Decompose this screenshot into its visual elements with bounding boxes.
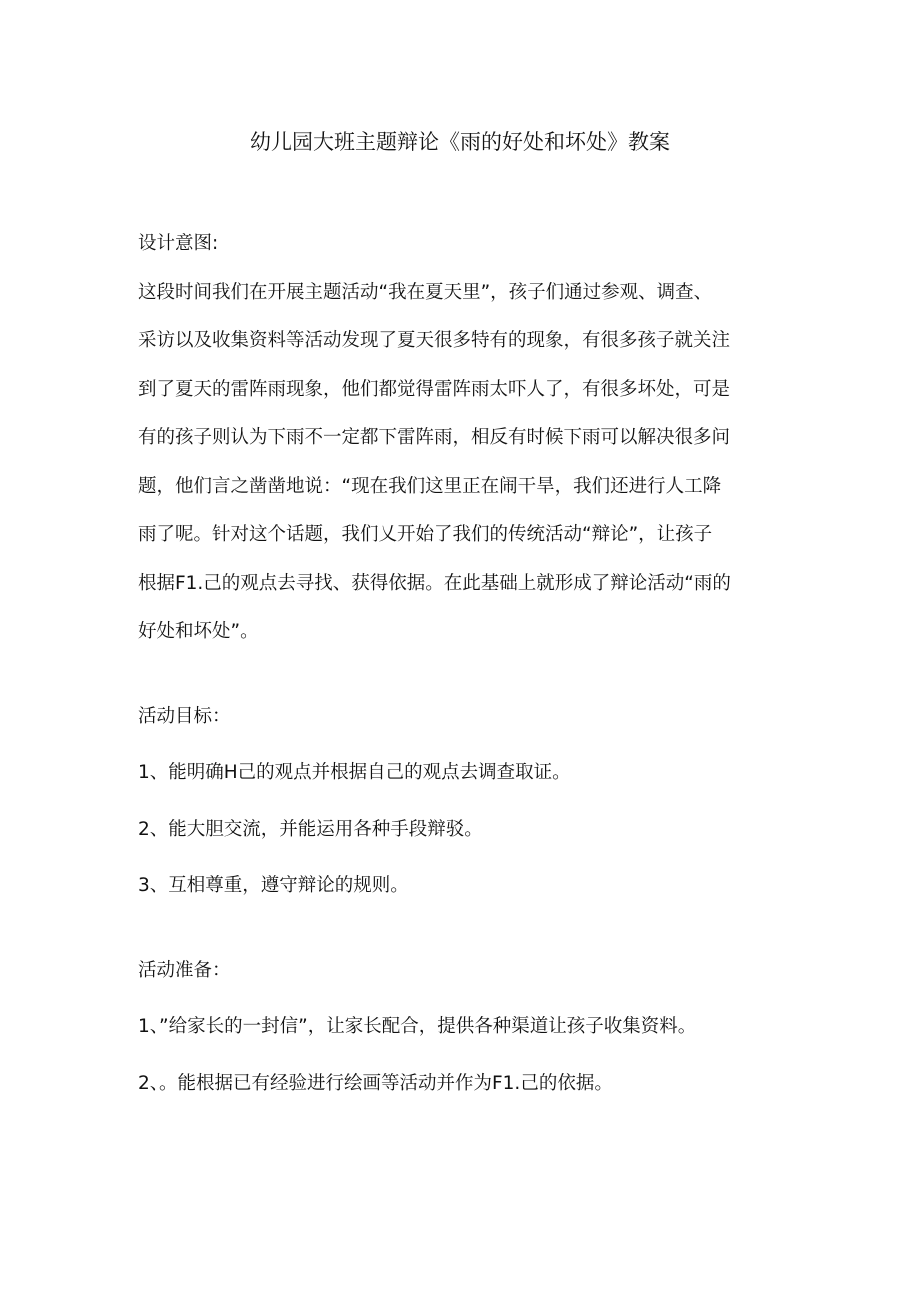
paragraph-line: 好处和坏处”。 — [138, 621, 259, 642]
document-title: 幼儿园大班主题辩论《雨的好处和坏处》教案 — [250, 130, 670, 154]
paragraph-line: 这段时间我们在开展主题活动“我在夏天里”，孩子们通过参观、调查、 — [138, 281, 713, 303]
goal-item: 1、能明确H己的观点并根据自己的观点去调查取证。 — [138, 762, 571, 783]
goals-heading: 活动目标： — [138, 705, 231, 727]
paragraph-line: 到了夏天的雷阵雨现象，他们都觉得雷阵雨太吓人了，有很多坏处，可是 — [138, 378, 731, 400]
paragraph-line: 根据F1.己的观点去寻找、获得依据。在此基础上就形成了辩论活动“雨的 — [138, 572, 731, 594]
preparation-heading: 活动准备： — [138, 959, 231, 981]
section-spacer — [138, 1052, 788, 1060]
design-intent-heading: 设计意图: — [138, 233, 219, 254]
preparation-item: 2、。能根据已有经验进行绘画等活动并作为F1.己的依据。 — [138, 1072, 613, 1094]
section-spacer — [138, 741, 788, 749]
paragraph-line: 雨了呢。针对这个话题，我们乂开始了我们的传统活动“辩论”，让孩子 — [138, 524, 713, 545]
goal-item: 3、互相尊重，遵守辩论的规则。 — [138, 875, 409, 896]
section-spacer — [138, 911, 788, 947]
document-body — [138, 220, 788, 1108]
section-spacer — [138, 995, 788, 1003]
goal-item: 2、能大胆交流，并能运用各种手段辩驳。 — [138, 818, 483, 840]
section-spacer — [138, 854, 788, 862]
preparation-item: 1、”给家长的一封信”，让家长配合，提供各种渠道让孩子收集资料。 — [138, 1016, 697, 1037]
section-spacer — [138, 657, 788, 693]
paragraph-line: 采访以及收集资料等活动发现了夏天很多特有的现象，有很多孩子就关注 — [138, 330, 731, 351]
paragraph-line: 题，他们言之凿凿地说：“现在我们这里正在闹干旱，我们还进行人工降 — [138, 475, 722, 497]
section-spacer — [138, 798, 788, 806]
paragraph-line: 有的孩子则认为下雨不一定都下雷阵雨，相反有时候下雨可以解决很多问 — [138, 427, 731, 448]
